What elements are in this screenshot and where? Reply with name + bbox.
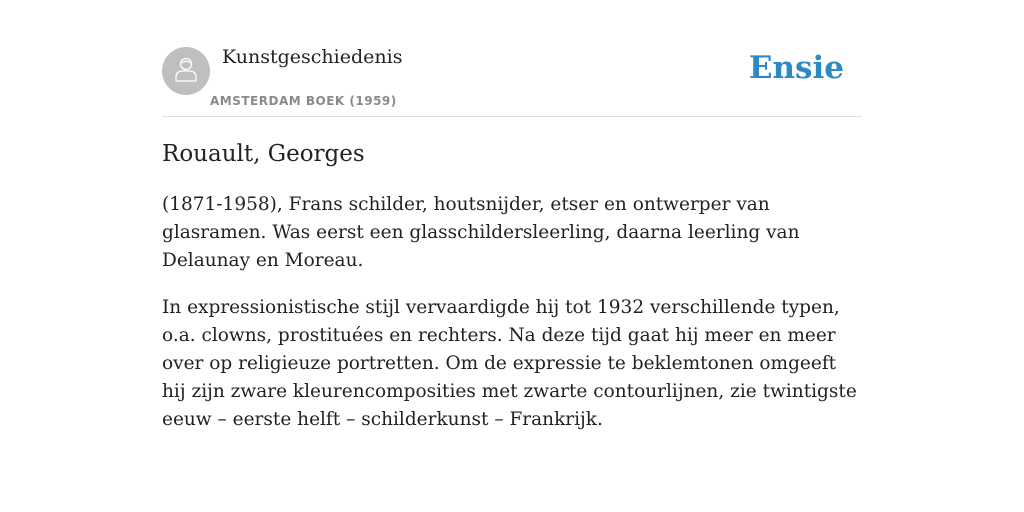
avatar[interactable] bbox=[162, 47, 210, 95]
source-label: AMSTERDAM BOEK (1959) bbox=[210, 94, 397, 108]
article-title: Rouault, Georges bbox=[162, 141, 365, 167]
article-paragraph: In expressionistische stijl vervaardigde hij tot 1932 verschillende typen, o.a. clowns, prostituées en rechters. Na deze tijd gaat hij meer en meer over op religieuze portretten. Om de expressie te beklemtonen omgeeft hij zijn zware kleurencomposities met zwarte contourlijnen, zie twintigste eeuw – eerste helft – schilderkunst – Frankrijk. bbox=[162, 297, 857, 430]
article-paragraph: (1871-1958), Frans schilder, houtsnijder, etser en ontwerper van glasramen. Was eerst een glasschildersleerling, daarna leerling van Delaunay en Moreau. bbox=[162, 194, 800, 271]
article bbox=[162, 138, 862, 453]
category-link[interactable]: Kunstgeschiedenis bbox=[222, 46, 403, 68]
header bbox=[162, 44, 862, 117]
brand-logo[interactable]: Ensie bbox=[748, 50, 844, 86]
user-icon bbox=[171, 54, 201, 88]
